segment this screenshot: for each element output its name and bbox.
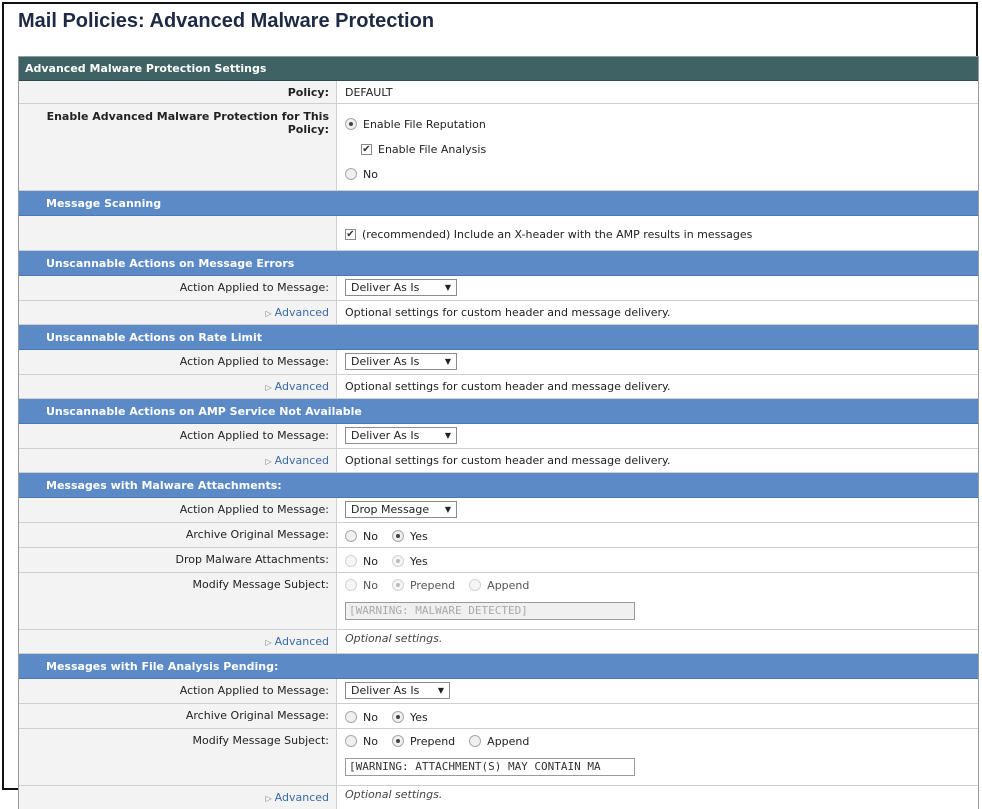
policy-value: DEFAULT (345, 86, 393, 99)
section-header-file-analysis-pending: Messages with File Analysis Pending: (19, 654, 978, 679)
pending-archive-row (19, 704, 978, 729)
rate-limit-action-label: Action Applied to Message: (19, 350, 337, 374)
pending-archive-no[interactable] (345, 711, 378, 724)
pending-subject-no[interactable] (345, 735, 378, 748)
malware-archive-label: Archive Original Message: (19, 523, 337, 547)
malware-action-label: Action Applied to Message: (19, 498, 337, 522)
radio-yes[interactable] (392, 530, 404, 542)
file-analysis-checkbox[interactable]: ✔ (362, 143, 371, 155)
radio-yes[interactable] (392, 555, 404, 567)
pending-archive-options (337, 704, 978, 728)
pending-advanced-row (19, 786, 978, 809)
radio-no[interactable] (345, 579, 357, 591)
section-header-malware-attachments: Messages with Malware Attachments: (19, 473, 978, 498)
radio-no[interactable] (345, 735, 357, 747)
errors-action-value: Deliver As Is (351, 281, 420, 294)
malware-action-select[interactable] (345, 501, 457, 518)
radio-prepend[interactable] (392, 579, 404, 591)
xheader-checkbox[interactable]: ✔ (346, 228, 355, 240)
pending-subject-prepend[interactable] (392, 735, 455, 748)
no-label: No (363, 529, 378, 543)
pending-subject-label: Modify Message Subject: (19, 729, 337, 785)
pending-advanced-link[interactable]: Advanced (274, 791, 329, 804)
malware-action-value: Drop Message (351, 503, 430, 516)
xheader-row (19, 216, 978, 251)
triangle-right-icon: ▷ (265, 638, 272, 647)
yes-label: Yes (409, 554, 428, 568)
malware-subject-input-wrap (345, 602, 978, 623)
pending-action-select[interactable] (345, 682, 450, 699)
policy-row (19, 81, 978, 104)
malware-subject-prepend[interactable] (392, 579, 455, 592)
errors-action-select[interactable] (345, 279, 457, 296)
pending-action-cell (337, 679, 978, 703)
rate-limit-action-select[interactable] (345, 353, 457, 370)
section-header-message-errors: Unscannable Actions on Message Errors (19, 251, 978, 276)
rate-limit-action-row (19, 350, 978, 375)
malware-action-row (19, 498, 978, 523)
malware-drop-no[interactable] (345, 555, 378, 568)
rate-limit-advanced-cell (19, 375, 337, 398)
malware-advanced-row (19, 630, 978, 654)
malware-subject-input[interactable]: [WARNING: MALWARE DETECTED] (345, 602, 635, 620)
malware-archive-yes[interactable] (392, 530, 428, 543)
chevron-down-icon: ▼ (444, 431, 451, 440)
malware-drop-options (337, 548, 978, 572)
xheader-label-cell (19, 216, 337, 250)
file-reputation-radio[interactable] (345, 118, 357, 130)
service-na-advanced-cell (19, 449, 337, 472)
no-label: No (363, 578, 378, 592)
service-na-action-cell (337, 424, 978, 448)
no-label: No (363, 554, 378, 568)
pending-archive-label: Archive Original Message: (19, 704, 337, 728)
pending-subject-cell (337, 729, 978, 785)
service-na-action-select[interactable] (345, 427, 457, 444)
malware-drop-yes[interactable] (392, 555, 428, 568)
errors-action-label: Action Applied to Message: (19, 276, 337, 300)
radio-prepend[interactable] (392, 735, 404, 747)
pending-advanced-cell (19, 786, 337, 809)
pending-action-value: Deliver As Is (351, 684, 420, 697)
triangle-right-icon: ▷ (265, 457, 272, 466)
malware-subject-no[interactable] (345, 579, 378, 592)
malware-optional-text: Optional settings. (345, 632, 443, 645)
pending-action-row (19, 679, 978, 704)
malware-archive-row (19, 523, 978, 548)
malware-archive-no[interactable] (345, 530, 378, 543)
xheader-label: (recommended) Include an X-header with the AMP results in messages (362, 227, 753, 241)
radio-no[interactable] (345, 555, 357, 567)
pending-subject-input-wrap (345, 758, 978, 779)
service-na-advanced-link[interactable]: Advanced (274, 454, 329, 467)
triangle-right-icon: ▷ (265, 383, 272, 392)
chevron-down-icon: ▼ (444, 283, 451, 292)
section-header-message-scanning: Message Scanning (19, 191, 978, 216)
service-na-action-label: Action Applied to Message: (19, 424, 337, 448)
malware-subject-cell (337, 573, 978, 629)
rate-limit-optional-text: Optional settings for custom header and message delivery. (345, 380, 671, 393)
rate-limit-advanced-link[interactable]: Advanced (274, 380, 329, 393)
radio-no[interactable] (345, 711, 357, 723)
malware-action-cell (337, 498, 978, 522)
section-header-rate-limit: Unscannable Actions on Rate Limit (19, 325, 978, 350)
rate-limit-action-value: Deliver As Is (351, 355, 420, 368)
chevron-down-icon: ▼ (444, 357, 451, 366)
pending-subject-row (19, 729, 978, 786)
yes-label: Yes (409, 710, 428, 724)
pending-archive-yes[interactable] (392, 711, 428, 724)
amp-settings-form (18, 56, 979, 809)
file-analysis-option[interactable] (345, 136, 978, 162)
enable-amp-row (19, 104, 978, 191)
triangle-right-icon: ▷ (265, 794, 272, 803)
section-header-amp-settings: Advanced Malware Protection Settings (19, 57, 978, 81)
malware-drop-row (19, 548, 978, 573)
rate-limit-action-cell (337, 350, 978, 374)
pending-subject-input[interactable]: [WARNING: ATTACHMENT(S) MAY CONTAIN MA (345, 758, 635, 776)
malware-advanced-link[interactable]: Advanced (274, 635, 329, 648)
triangle-right-icon: ▷ (265, 309, 272, 318)
malware-subject-options (345, 576, 978, 594)
enable-amp-label: Enable Advanced Malware Protection for This Policy: (19, 104, 337, 190)
page-title: Mail Policies: Advanced Malware Protection (18, 10, 435, 32)
no-label: No (363, 710, 378, 724)
file-reputation-label: Enable File Reputation (363, 117, 486, 131)
pending-action-label: Action Applied to Message: (19, 679, 337, 703)
page-frame (2, 2, 978, 804)
radio-yes[interactable] (392, 711, 404, 723)
rate-limit-advanced-row (19, 375, 978, 399)
policy-label: Policy: (19, 81, 337, 103)
amp-no-label: No (363, 167, 378, 181)
errors-advanced-link[interactable]: Advanced (274, 306, 329, 319)
errors-advanced-row (19, 301, 978, 325)
errors-action-row (19, 276, 978, 301)
xheader-option[interactable] (337, 216, 978, 250)
errors-optional-text: Optional settings for custom header and message delivery. (345, 306, 671, 319)
service-na-action-value: Deliver As Is (351, 429, 420, 442)
prepend-label: Prepend (409, 734, 456, 748)
chevron-down-icon: ▼ (437, 686, 444, 695)
service-na-advanced-row (19, 449, 978, 473)
no-label: No (363, 734, 378, 748)
radio-no[interactable] (345, 530, 357, 542)
append-label: Append (487, 578, 530, 592)
malware-subject-append[interactable] (469, 579, 529, 592)
append-label: Append (487, 734, 530, 748)
service-na-action-row (19, 424, 978, 449)
pending-optional-text: Optional settings. (345, 788, 443, 801)
chevron-down-icon: ▼ (444, 505, 451, 514)
malware-advanced-cell (19, 630, 337, 653)
malware-subject-row (19, 573, 978, 630)
radio-append[interactable] (469, 579, 481, 591)
section-header-service-not-available: Unscannable Actions on AMP Service Not Available (19, 399, 978, 424)
amp-no-radio[interactable] (345, 168, 357, 180)
enable-amp-options (337, 104, 978, 190)
radio-append[interactable] (469, 735, 481, 747)
malware-archive-options (337, 523, 978, 547)
errors-action-cell (337, 276, 978, 300)
service-na-optional-text: Optional settings for custom header and message delivery. (345, 454, 671, 467)
pending-subject-options (345, 732, 978, 750)
malware-subject-label: Modify Message Subject: (19, 573, 337, 629)
pending-subject-append[interactable] (469, 735, 529, 748)
prepend-label: Prepend (409, 578, 456, 592)
malware-drop-label: Drop Malware Attachments: (19, 548, 337, 572)
amp-disabled-option[interactable] (345, 162, 978, 186)
yes-label: Yes (409, 529, 428, 543)
errors-advanced-cell (19, 301, 337, 324)
file-analysis-label: Enable File Analysis (378, 142, 487, 156)
file-reputation-option[interactable] (345, 112, 978, 136)
